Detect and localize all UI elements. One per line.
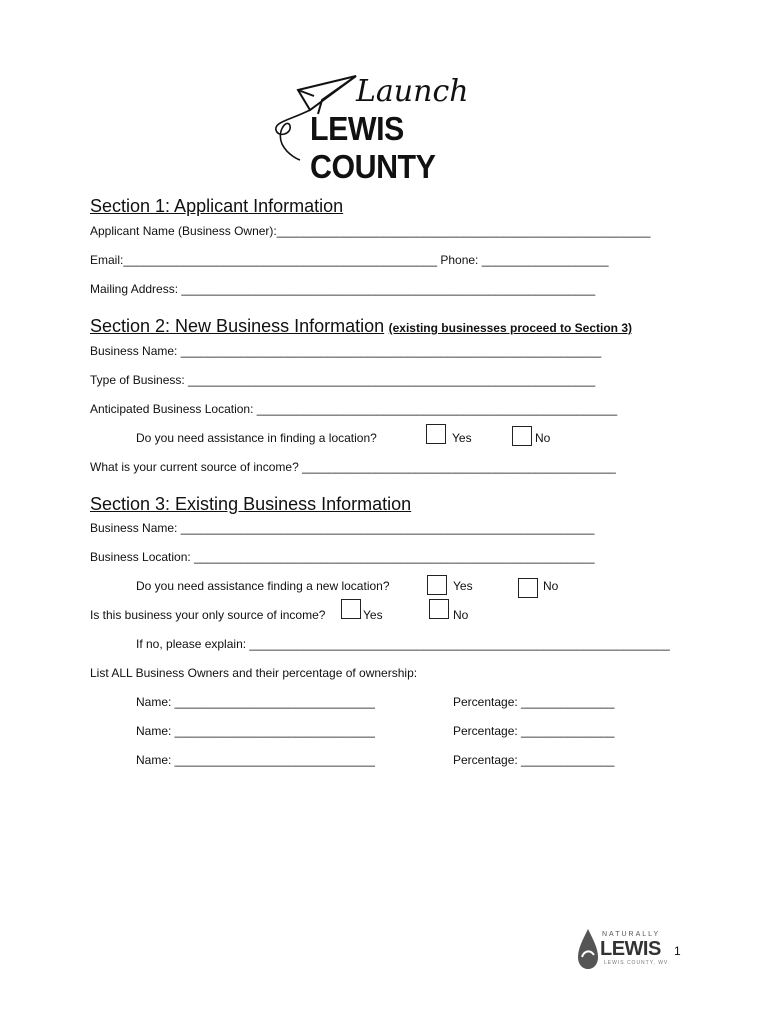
naturally-lewis-logo: [576, 925, 669, 970]
new-location-assist-no-checkbox[interactable]: [518, 578, 538, 598]
location-assist-question: Do you need assistance in finding a location?: [136, 431, 377, 445]
owner-name-field[interactable]: Name: ______________________________: [136, 724, 375, 738]
section2-note: (existing businesses proceed to Section 3): [388, 321, 633, 335]
business-location-field[interactable]: Business Location: ____________________________________________________________: [90, 550, 595, 564]
section2-title: Section 2: New Business Information: [90, 316, 385, 336]
explain-field[interactable]: If no, please explain: _______________________________________________________________: [136, 637, 670, 651]
logo-naturally-text: NATURALLY: [602, 931, 661, 938]
droplet-icon: [576, 927, 600, 971]
mailing-address-field[interactable]: Mailing Address: ______________________________________________________________: [90, 282, 596, 296]
only-income-question: Is this business your only source of income?: [90, 608, 326, 622]
owner-name-field[interactable]: Name: ______________________________: [136, 695, 375, 709]
owner-name-field[interactable]: Name: ______________________________: [136, 753, 375, 767]
only-income-yes-checkbox[interactable]: [341, 599, 361, 619]
page-number: 1: [674, 944, 681, 958]
logo-launch-text: Launch: [356, 74, 469, 109]
logo-county-subtext: LEWIS COUNTY, WV: [604, 960, 669, 966]
section3-title: Section 3: Existing Business Information: [90, 494, 412, 514]
new-business-name-field[interactable]: Business Name: _______________________________________________________________: [90, 344, 602, 358]
owner-percentage-field[interactable]: Percentage: ______________: [453, 724, 615, 738]
location-assist-yes-label: Yes: [452, 431, 472, 445]
owners-label: List ALL Business Owners and their percentage of ownership:: [90, 666, 418, 680]
launch-lewis-county-logo: [270, 70, 500, 185]
logo-lewis-text: LEWIS: [600, 938, 661, 960]
location-assist-no-label: No: [535, 431, 551, 445]
logo-county-text: LEWIS COUNTY: [310, 110, 436, 185]
location-assist-yes-checkbox[interactable]: [426, 424, 446, 444]
existing-business-name-field[interactable]: Business Name: ______________________________________________________________: [90, 521, 595, 535]
owner-percentage-field[interactable]: Percentage: ______________: [453, 753, 615, 767]
anticipated-location-field[interactable]: Anticipated Business Location: ______________________________________________________: [90, 402, 618, 416]
email-phone-field[interactable]: Email:_______________________________________________ Phone: ___________________: [90, 253, 609, 267]
new-location-assist-question: Do you need assistance finding a new location?: [136, 579, 390, 593]
owner-percentage-field[interactable]: Percentage: ______________: [453, 695, 615, 709]
income-source-field[interactable]: What is your current source of income? _______________________________________________: [90, 460, 616, 474]
only-income-no-label: No: [453, 608, 469, 622]
applicant-name-field[interactable]: Applicant Name (Business Owner):________________________________________________________: [90, 224, 651, 238]
new-location-assist-no-label: No: [543, 579, 559, 593]
new-location-assist-yes-label: Yes: [453, 579, 473, 593]
only-income-yes-label: Yes: [363, 608, 383, 622]
section2-heading: [90, 316, 632, 337]
new-location-assist-yes-checkbox[interactable]: [427, 575, 447, 595]
only-income-no-checkbox[interactable]: [429, 599, 449, 619]
section1-title: Section 1: Applicant Information: [90, 196, 344, 216]
location-assist-no-checkbox[interactable]: [512, 426, 532, 446]
business-type-field[interactable]: Type of Business: _____________________________________________________________: [90, 373, 596, 387]
